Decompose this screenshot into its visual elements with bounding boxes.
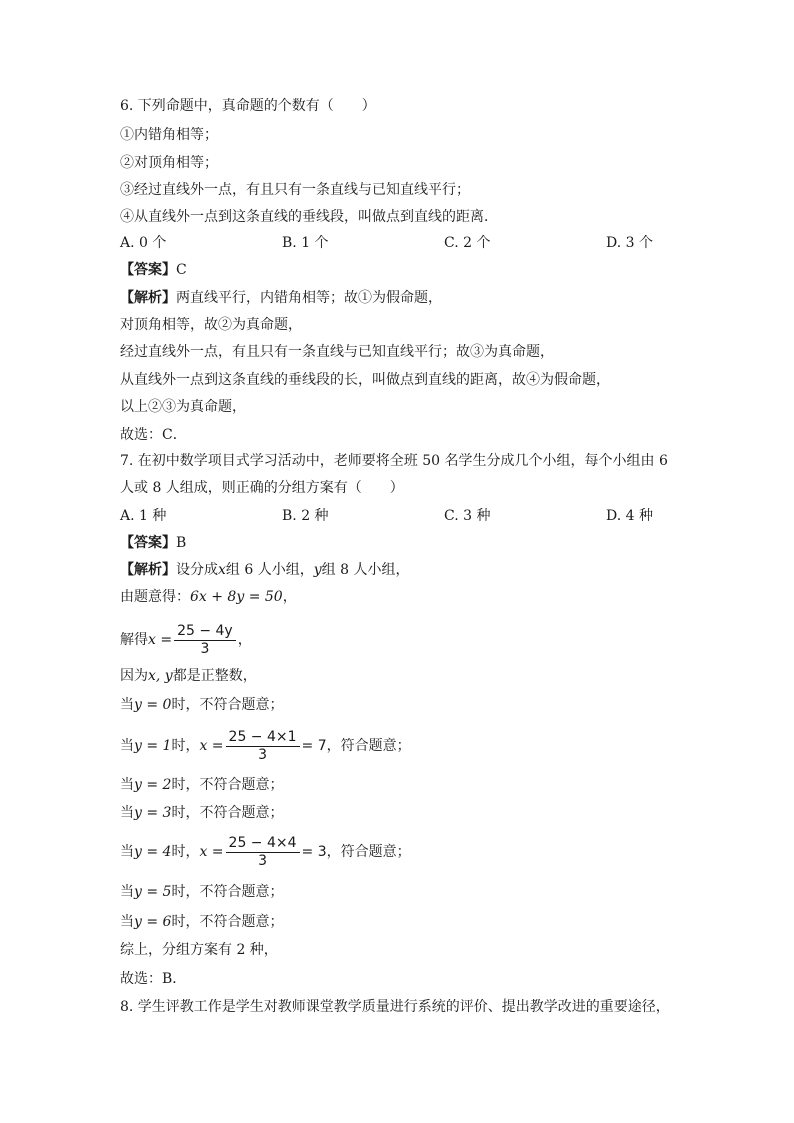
case-1-denominator: 3: [258, 746, 267, 763]
solve-lhs: x =: [148, 632, 173, 648]
when-label: 当: [120, 697, 134, 713]
case-rhs: = 7: [301, 738, 327, 754]
case-text: ，符合题意；: [326, 738, 411, 754]
q8-stem: 8. 学生评教工作是学生对教师课堂教学质量进行系统的评价、提出教学改进的重要途径，: [120, 999, 670, 1015]
var-y: y: [313, 562, 322, 578]
set-mid: 组 6 人小组，: [225, 562, 314, 578]
q7-because: [120, 667, 257, 685]
answer-label: 【答案】: [120, 535, 176, 551]
q6-statement-3: ③经过直线外一点，有且只有一条直线与已知直线平行；: [120, 182, 470, 198]
case-eq: y = 6: [134, 914, 172, 930]
q7-answer: [120, 534, 186, 552]
q6-statement-4: ④从直线外一点到这条直线的垂线段，叫做点到直线的距离．: [120, 209, 498, 225]
set-post: 组 8 人小组，: [321, 562, 410, 578]
q7-case-4: [120, 834, 411, 870]
answer-value: C: [176, 262, 187, 278]
q6-option-b: B. 1 个: [282, 235, 329, 251]
q6-analysis-6: 故选：C．: [120, 427, 187, 443]
case-text: ，符合题意；: [326, 844, 411, 860]
case-1-numerator: 25 − 4×1: [226, 729, 300, 747]
q7-solve: [120, 622, 252, 658]
q7-case-2: [120, 776, 283, 794]
q7-stem-line-2: 人或 8 人组成，则正确的分组方案有（ ）: [120, 480, 404, 496]
case-rhs: = 3: [301, 844, 327, 860]
case-eq: y = 3: [134, 805, 172, 821]
case-1-fraction: [226, 729, 300, 764]
q7-option-d: D. 4 种: [606, 508, 653, 524]
q7-case-3: [120, 804, 283, 822]
equation: 6x + 8y = 50: [190, 589, 283, 605]
case-4-numerator: 25 − 4×4: [226, 835, 300, 853]
case-eq: y = 1: [134, 738, 172, 754]
q7-case-0: [120, 696, 283, 714]
q6-statement-2: ②对顶角相等；: [120, 155, 218, 171]
q6-answer: [120, 261, 187, 279]
set-pre: 设分成: [176, 562, 218, 578]
q6-stem: 6. 下列命题中，真命题的个数有（ ）: [120, 98, 376, 114]
analysis-label: 【解析】: [120, 290, 176, 306]
q6-analysis-4: 从直线外一点到这条直线的垂线段的长，叫做点到直线的距离，故④为假命题，: [120, 372, 610, 388]
eq-pre: 由题意得：: [120, 589, 190, 605]
var-x: x: [218, 562, 226, 578]
because-pre: 因为: [120, 668, 148, 684]
q7-final: 故选：B．: [120, 971, 187, 987]
q7-option-a: A. 1 种: [120, 508, 167, 524]
case-text: 时，不符合题意；: [171, 914, 284, 930]
q6-analysis-5: 以上②③为真命题，: [120, 399, 246, 415]
solve-pre: 解得: [120, 632, 148, 648]
case-eq: y = 2: [134, 777, 172, 793]
solve-denominator: 3: [200, 640, 210, 657]
q6-analysis-2: 对顶角相等，故②为真命题，: [120, 317, 302, 333]
case-text: 时，不符合题意；: [171, 884, 284, 900]
case-text: 时，不符合题意；: [171, 777, 284, 793]
case-mid: 时，: [171, 844, 200, 860]
q7-case-5: [120, 883, 283, 901]
q6-statement-1: ①内错角相等；: [120, 127, 218, 143]
when-label: 当: [120, 738, 134, 754]
case-lhs: x =: [199, 738, 224, 754]
when-label: 当: [120, 777, 134, 793]
q6-analysis-1: [120, 289, 442, 307]
analysis-label: 【解析】: [120, 562, 176, 578]
answer-value: B: [176, 535, 187, 551]
because-post: 都是正整数，: [172, 668, 257, 684]
q7-case-1: [120, 728, 411, 764]
answer-label: 【答案】: [120, 262, 176, 278]
solve-fraction: [174, 623, 236, 658]
q6-option-a: A. 0 个: [120, 235, 167, 251]
q6-option-c: C. 2 个: [444, 235, 491, 251]
q7-stem-line-1: 7. 在初中数学项目式学习活动中，老师要将全班 50 名学生分成几个小组，每个小组由 6: [120, 453, 668, 469]
q7-equation: [120, 588, 297, 606]
solve-post: ，: [237, 632, 252, 648]
when-label: 当: [120, 914, 134, 930]
case-lhs: x =: [199, 844, 224, 860]
case-4-fraction: [226, 835, 300, 870]
q7-summary: 综上，分组方案有 2 种，: [120, 942, 278, 958]
case-eq: y = 5: [134, 884, 172, 900]
because-vars: x, y: [148, 668, 173, 684]
analysis-text: 两直线平行，内错角相等；故①为假命题，: [176, 290, 442, 306]
when-label: 当: [120, 884, 134, 900]
q7-analysis-set: [120, 561, 409, 579]
q7-case-6: [120, 913, 283, 931]
case-mid: 时，: [171, 738, 200, 754]
case-4-denominator: 3: [258, 852, 267, 869]
when-label: 当: [120, 844, 134, 860]
q6-analysis-3: 经过直线外一点，有且只有一条直线与已知直线平行；故③为真命题，: [120, 344, 554, 360]
q7-option-b: B. 2 种: [282, 508, 329, 524]
eq-post: ，: [282, 589, 297, 605]
q7-option-c: C. 3 种: [444, 508, 491, 524]
case-text: 时，不符合题意；: [171, 697, 284, 713]
case-text: 时，不符合题意；: [171, 805, 284, 821]
solve-numerator: 25 − 4y: [174, 623, 236, 641]
case-eq: y = 4: [134, 844, 172, 860]
when-label: 当: [120, 805, 134, 821]
q6-option-d: D. 3 个: [606, 235, 653, 251]
case-eq: y = 0: [134, 697, 172, 713]
